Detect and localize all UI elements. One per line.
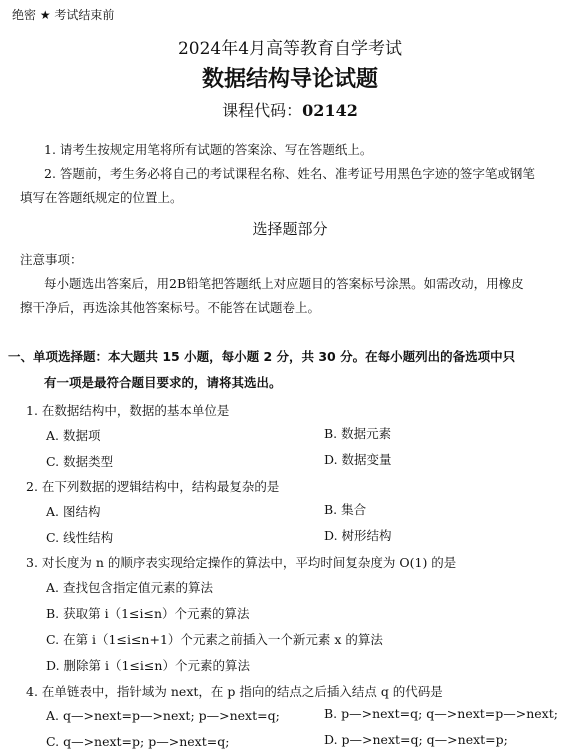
confidential-label: 绝密 ★ 考试结束前	[12, 8, 115, 22]
course-code	[0, 98, 580, 121]
question-2-option-c: C. 线性结构	[46, 530, 114, 545]
question-3-stem: 3. 对长度为 n 的顺序表实现给定操作的算法中，平均时间复杂度为 O(1) 的是	[26, 555, 457, 570]
question-2-stem: 2. 在下列数据的逻辑结构中，结构最复杂的是	[26, 479, 280, 494]
notice-line1: 每小题选出答案后，用2B铅笔把答题纸上对应题目的答案标号涂黑。如需改动，用橡皮	[44, 276, 524, 291]
question-4-stem: 4. 在单链表中，指针域为 next，在 p 指向的结点之后插入结点 q 的代码是	[26, 684, 443, 699]
part1-heading-line2: 有一项是最符合题目要求的，请将其选出。	[44, 375, 282, 390]
question-4-option-c: C. q—>next=p; p—>next=q;	[46, 734, 230, 749]
question-3-option-a: A. 查找包含指定值元素的算法	[46, 580, 213, 595]
question-1-option-c: C. 数据类型	[46, 454, 114, 469]
question-3-option-c: C. 在第 i（1≤i≤n+1）个元素之前插入一个新元素 x 的算法	[46, 632, 383, 647]
question-3-option-b: B. 获取第 i（1≤i≤n）个元素的算法	[46, 606, 250, 621]
subject-title: 数据结构导论试题	[201, 67, 378, 92]
question-1-stem: 1. 在数据结构中，数据的基本单位是	[26, 403, 230, 418]
notice-label: 注意事项：	[20, 252, 83, 267]
instruction-2-line1: 2. 答题前，考生务必将自己的考试课程名称、姓名、准考证号用黑色字迹的签字笔或钢笔	[44, 166, 535, 181]
question-1-option-d: D. 数据变量	[324, 452, 392, 467]
question-1-option-b: B. 数据元素	[324, 426, 392, 441]
section-title: 选择题部分	[252, 220, 328, 238]
question-1-option-a: A. 数据项	[46, 428, 101, 443]
notice-line2: 擦干净后，再选涂其他答案标号。不能答在试题卷上。	[20, 300, 321, 315]
exam-title: 2024年4月高等教育自学考试	[177, 39, 403, 59]
question-4-option-a: A. q—>next=p—>next; p—>next=q;	[46, 708, 280, 723]
question-4-option-d: D. p—>next=q; q—>next=p;	[324, 732, 508, 747]
question-2-option-a: A. 图结构	[46, 504, 101, 519]
course-code-label: 课程代码：	[222, 101, 303, 120]
question-2-option-b: B. 集合	[324, 502, 367, 517]
question-3-option-d: D. 删除第 i（1≤i≤n）个元素的算法	[46, 658, 250, 673]
part1-heading-line1: 一、单项选择题：本大题共 15 小题，每小题 2 分，共 30 分。在每小题列出的备选项中只	[8, 349, 516, 364]
course-code-value: 02142	[302, 101, 358, 120]
question-2-option-d: D. 树形结构	[324, 528, 392, 543]
instruction-2-line2: 填写在答题纸规定的位置上。	[20, 190, 183, 205]
instruction-1: 1. 请考生按规定用笔将所有试题的答案涂、写在答题纸上。	[44, 142, 373, 157]
question-4-option-b: B. p—>next=q; q—>next=p—>next;	[324, 706, 558, 721]
